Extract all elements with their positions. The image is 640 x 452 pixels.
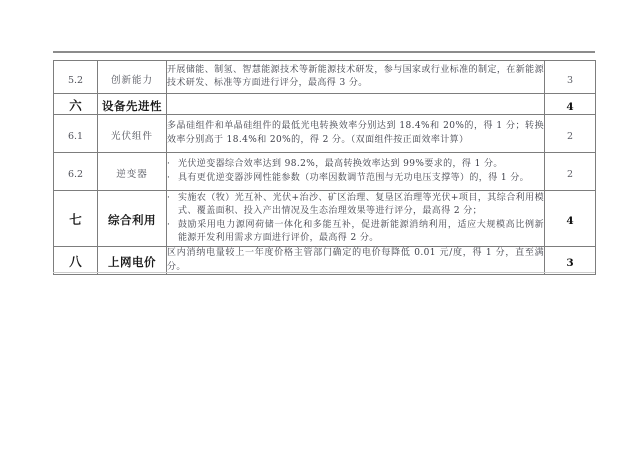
cell-number (54, 94, 98, 115)
cell-name (98, 191, 167, 247)
row-name: 光伏组件 (110, 131, 153, 142)
cell-score (545, 247, 596, 275)
description-line: 多晶硅组件和单晶硅组件的最低光电转换效率分别达到 18.4%和 20%的，得 1 分；转换效率分别高于 18.4%和 20%的，得 2 分。（双面组件按正面效率计算） (167, 121, 544, 145)
table-row (54, 94, 596, 115)
cell-name (98, 247, 167, 275)
bullet-marker: · (167, 172, 171, 183)
table-row (54, 61, 596, 94)
cell-number (54, 191, 98, 247)
cell-description (167, 61, 545, 94)
row-name: 设备先进性 (102, 98, 162, 113)
cell-description (167, 94, 545, 115)
cell-number (54, 115, 98, 153)
table-continuation-rule (53, 51, 595, 53)
cell-description (167, 115, 545, 153)
row-number: 七 (69, 212, 82, 227)
cell-name (98, 153, 167, 191)
description-line: · 具有更优逆变器涉网性能参数（功率因数调节范围与无功电压支撑等）的，得 1 分。 (167, 172, 544, 186)
description-line: · 鼓励采用电力源网荷储一体化和多能互补，促进新能源消纳利用，适应大规模高比例新能源开发利用需求方面进行评价，最高得 2 分。 (167, 219, 544, 246)
cell-number (54, 61, 98, 94)
cell-number (54, 153, 98, 191)
cell-score (545, 61, 596, 94)
row-name: 创新能力 (110, 74, 153, 86)
row-score: 4 (566, 100, 574, 113)
description-line: · 实施农（牧）光互补、光伏+治沙、矿区治理、复垦区治理等光伏+项目，其综合利用模式、覆盖面积、投入产出情况及生态治理效果等进行评分，最高得 2 分； (167, 192, 544, 219)
row-name: 上网电价 (108, 255, 156, 269)
cell-description (167, 153, 545, 191)
cell-description (167, 191, 545, 247)
table-row (54, 115, 596, 153)
row-number: 6.1 (67, 131, 84, 142)
row-score: 4 (566, 215, 574, 227)
table-row (54, 153, 596, 191)
table-row (54, 191, 596, 247)
table-row (54, 247, 596, 275)
cell-score (545, 94, 596, 115)
row-score: 3 (566, 74, 574, 86)
scoring-table (53, 60, 596, 275)
cell-description (167, 247, 545, 275)
bullet-marker: · (167, 219, 171, 230)
cell-score (545, 191, 596, 247)
row-number: 5.2 (67, 74, 84, 86)
row-score: 2 (566, 131, 574, 142)
row-score: 2 (566, 169, 574, 180)
cell-name (98, 61, 167, 94)
description-line: 区内消纳电量较上一年度价格主管部门确定的电价每降低 0.01 元/度，得 1 分，直至满分。 (167, 248, 544, 272)
row-number: 6.2 (67, 169, 84, 180)
cell-score (545, 153, 596, 191)
cell-name (98, 94, 167, 115)
bullet-marker: · (167, 192, 171, 203)
row-name: 逆变器 (116, 169, 148, 180)
row-name: 综合利用 (108, 213, 156, 227)
row-number: 八 (69, 254, 82, 269)
cell-name (98, 115, 167, 153)
row-score: 3 (566, 257, 574, 269)
description-line: 开展储能、制氢、智慧能源技术等新能源技术研发，参与国家或行业标准的制定，在新能源技术研发、标准等方面进行评分，最高得 3 分。 (167, 64, 544, 88)
description-line: · 光伏逆变器综合效率达到 98.2%，最高转换效率达到 99%要求的，得 1 分。 (167, 158, 544, 172)
bullet-marker: · (167, 159, 171, 169)
cell-number (54, 247, 98, 275)
table-bottom-shadow-rule (53, 272, 595, 273)
cell-score (545, 115, 596, 153)
row-number: 六 (69, 97, 82, 113)
